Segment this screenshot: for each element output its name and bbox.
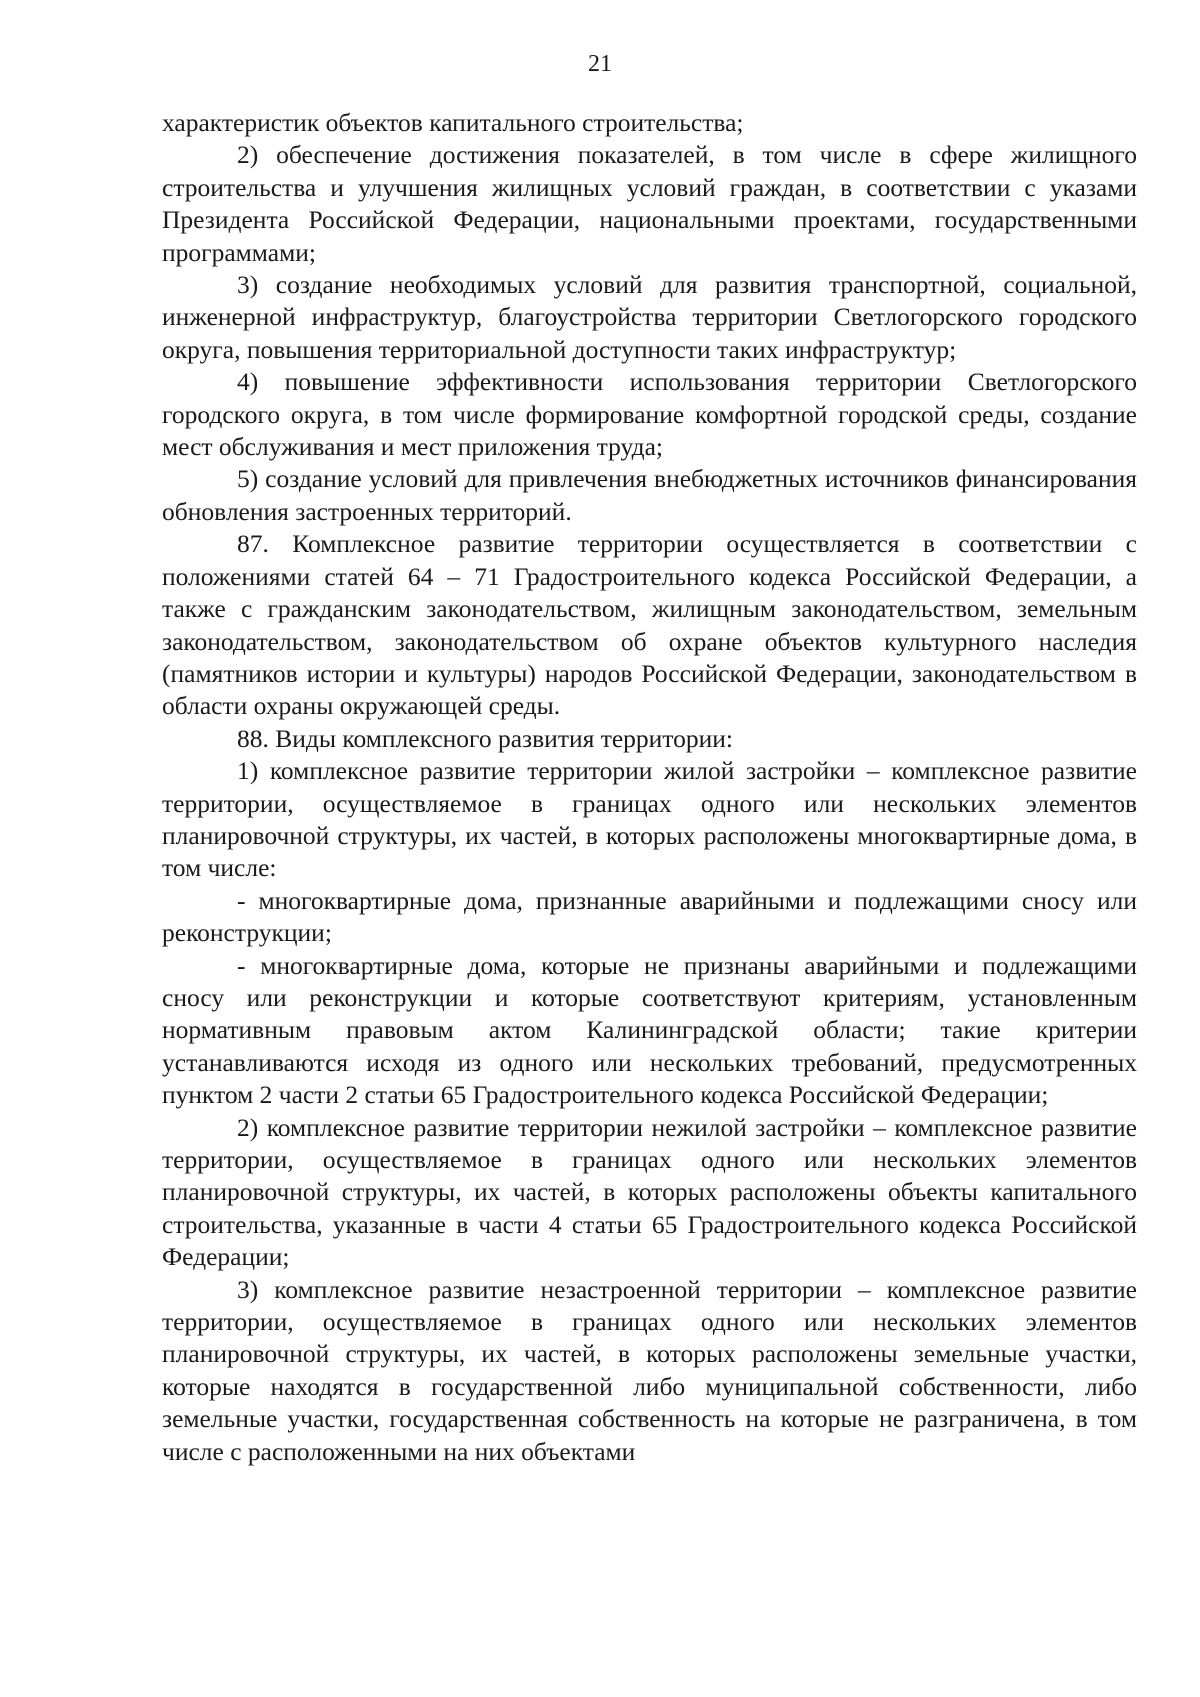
paragraph-continuation: характеристик объектов капитального строительства;	[162, 108, 744, 137]
paragraph-item-4: 4) повышение эффективности использования территории Светлогорского городского округа, в том числе формирование комфортной городской среды, создание мест обслуживания и мест приложения труда;	[162, 367, 1137, 462]
paragraph-item-5: 5) создание условий для привлечения внебюджетных источников финансирования обновления застроенных территорий.	[162, 464, 1137, 526]
document-body	[162, 107, 1137, 1468]
paragraph-dash-item-2: - многоквартирные дома, которые не признаны аварийными и подлежащими сносу или реконструкции и которые соответствуют критериям, установленным нормативным правовым актом Калининградской области; такие критерии устанавливаются исходя из одного или нескольких требований, предусмотренных пунктом 2 части 2 статьи 65 Градостроительного кодекса Российской Федерации;	[162, 950, 1137, 1110]
paragraph-section-87: 87. Комплексное развитие территории осуществляется в соответствии с положениями статей 64 – 71 Градостроительного кодекса Российской Федерации, а также с гражданским законодательством, жилищным законодательством, земельным законодательством, законодательством об охране объектов культурного наследия (памятников истории и культуры) народов Российской Федерации, законодательством в области охраны окружающей среды.	[162, 529, 1137, 721]
paragraph-section-88: 88. Виды комплексного развития территории:	[237, 723, 734, 753]
paragraph-item-2: 2) обеспечение достижения показателей, в том числе в сфере жилищного строительства и улучшения жилищных условий граждан, в соответствии с указами Президента Российской Федерации, национальными проектами, государственными программами;	[162, 140, 1137, 267]
paragraph-kind-3: 3) комплексное развитие незастроенной территории – комплексное развитие территории, осуществляемое в границах одного или нескольких элементов планировочной структуры, их частей, в которых расположены земельные участки, которые находятся в государственной либо муниципальной собственности, либо земельные участки, государственная собственность на которые не разграничена, в том числе с расположенными на них объектами	[162, 1274, 1137, 1466]
page-number: 21	[588, 51, 612, 77]
paragraph-dash-item-1: - многоквартирные дома, признанные аварийными и подлежащими сносу или реконструкции;	[162, 885, 1137, 948]
paragraph-kind-2: 2) комплексное развитие территории нежилой застройки – комплексное развитие территории, осуществляемое в границах одного или нескольких элементов планировочной структуры, их частей, в которых расположены объекты капитального строительства, указанные в части 4 статьи 65 Градостроительного кодекса Российской Федерации;	[162, 1112, 1137, 1272]
paragraph-kind-1: 1) комплексное развитие территории жилой застройки – комплексное развитие территории, осуществляемое в границах одного или нескольких элементов планировочной структуры, их частей, в которых расположены многоквартирные дома, в том числе:	[162, 756, 1137, 883]
paragraph-item-3: 3) создание необходимых условий для развития транспортной, социальной, инженерной инфраструктур, благоустройства территории Светлогорского городского округа, повышения территориальной доступности таких инфраструктур;	[162, 270, 1137, 364]
